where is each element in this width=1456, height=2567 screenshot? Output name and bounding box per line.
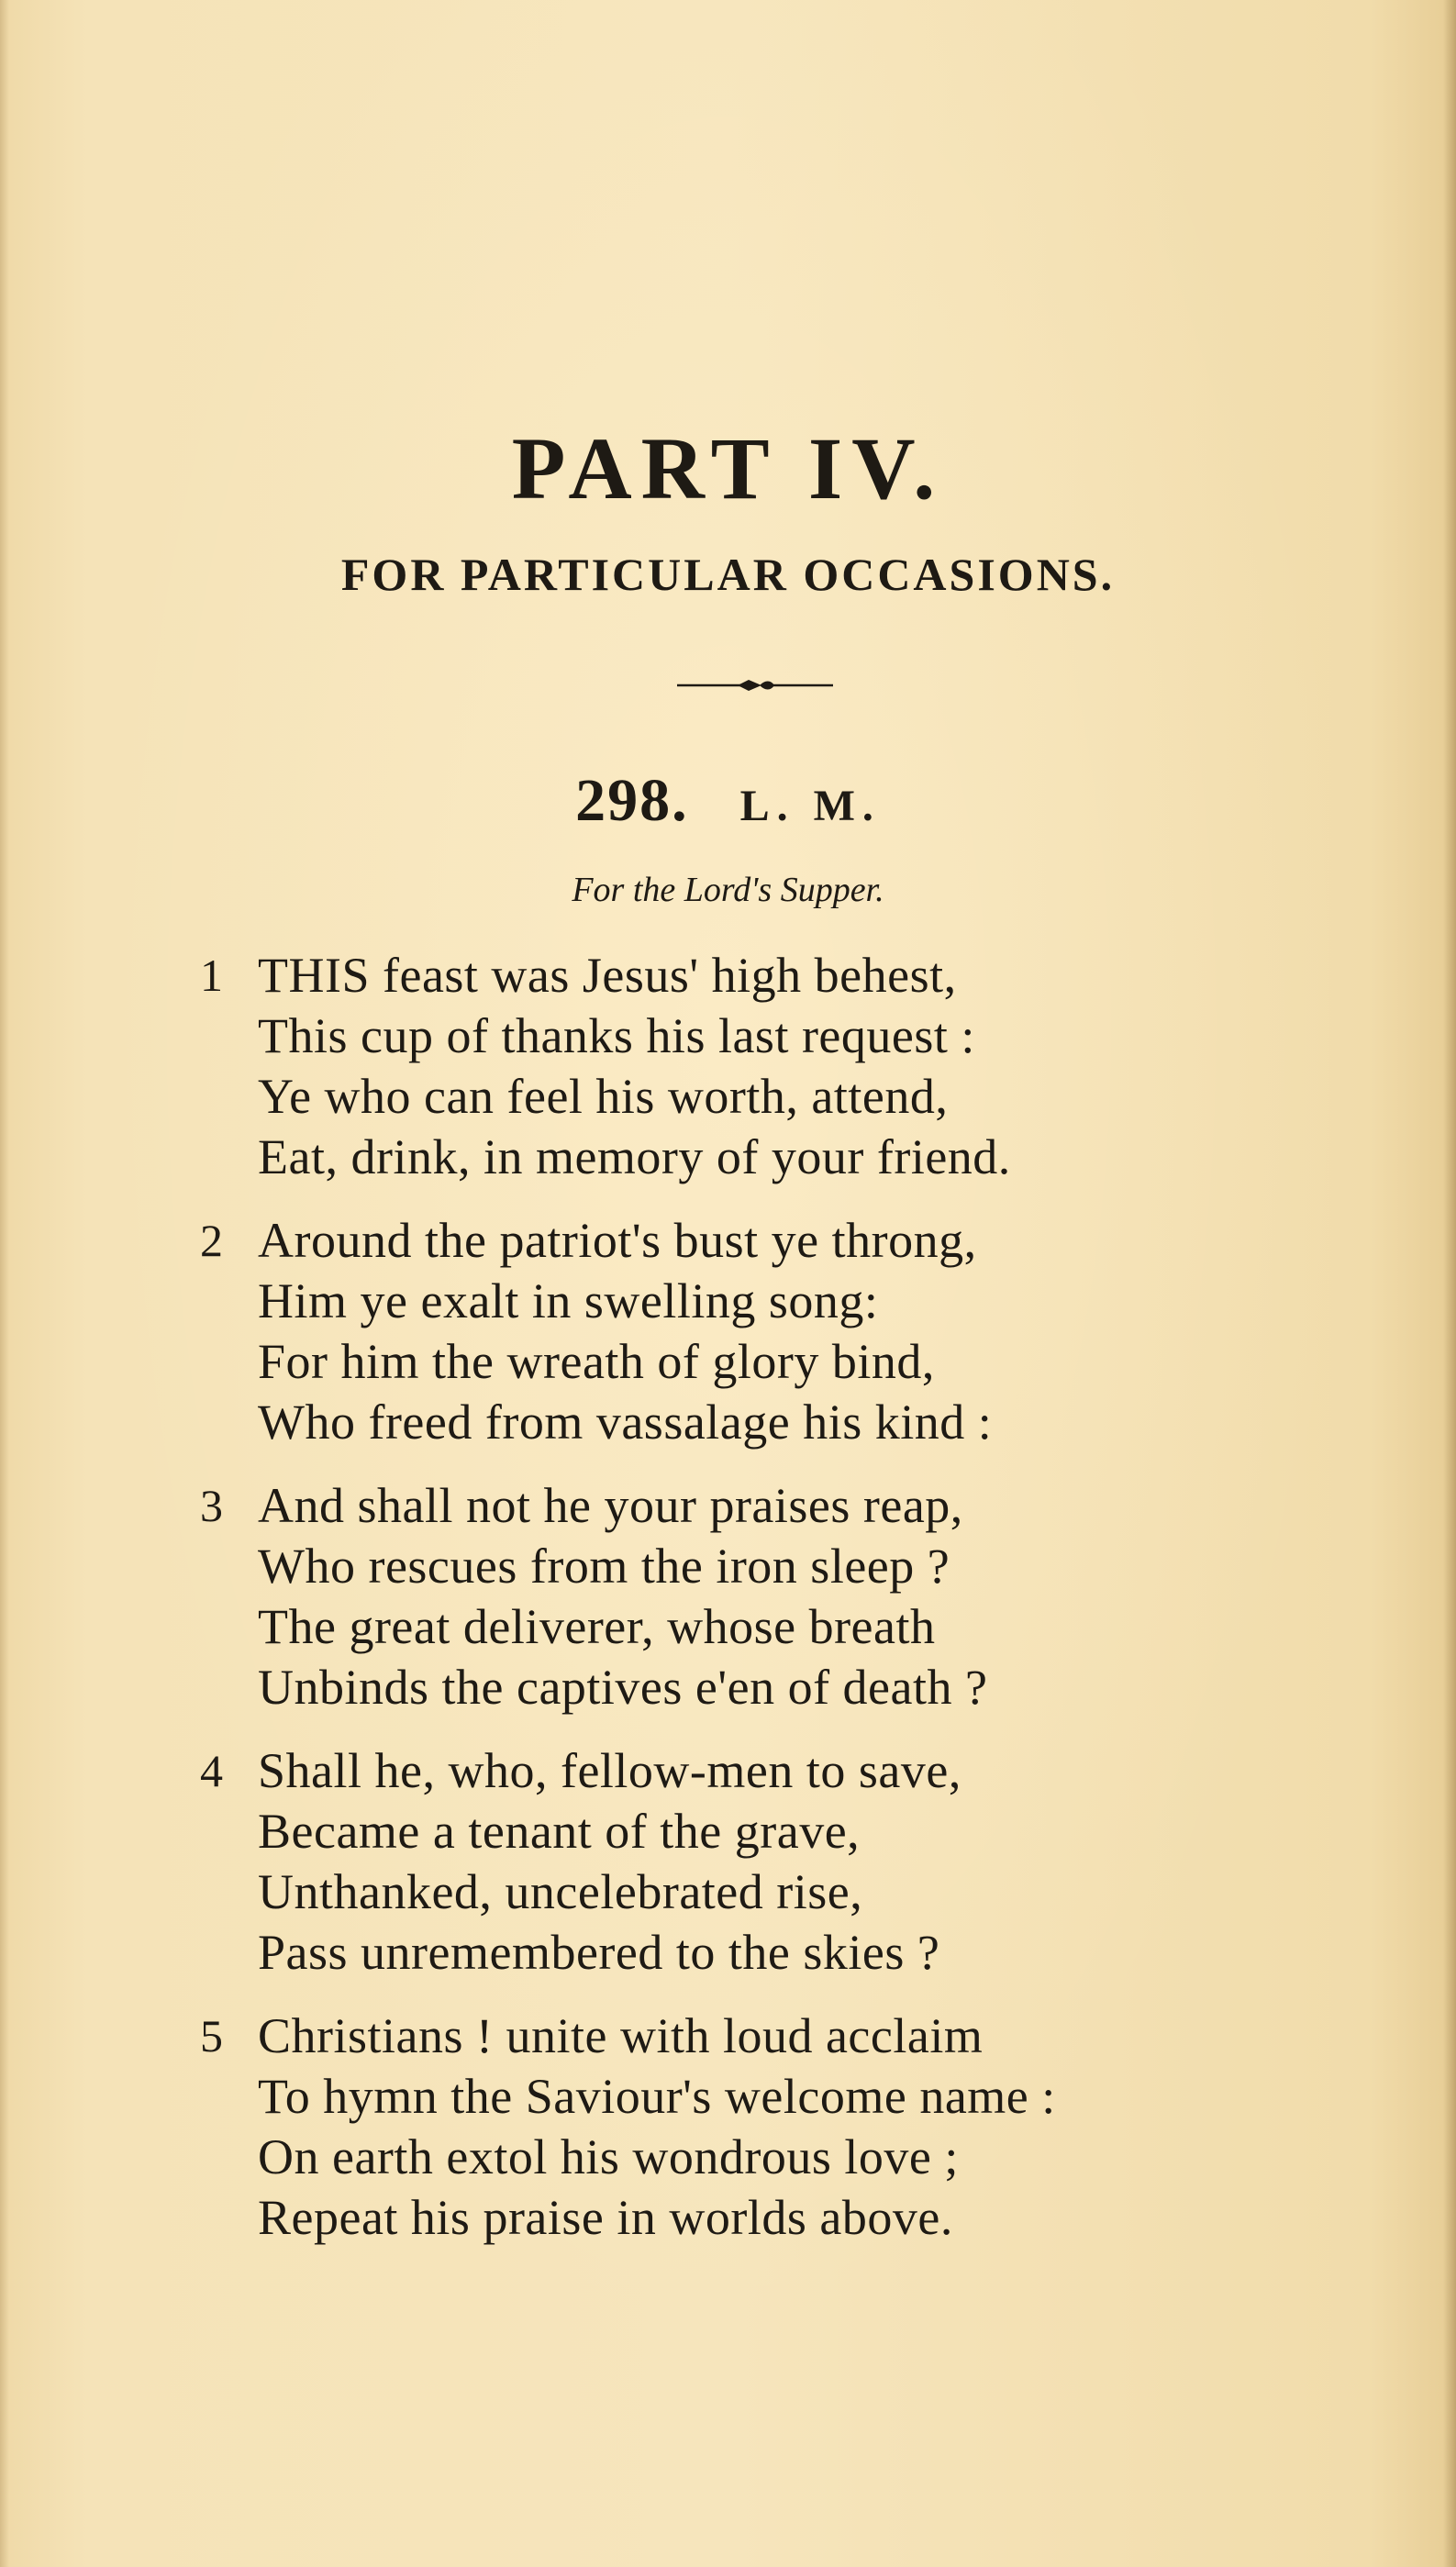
verse-line: And shall not he your praises reap,: [258, 1478, 963, 1533]
verse-line: Unthanked, uncelebrated rise,: [258, 1864, 863, 1919]
verse-line: Him ye exalt in swelling song:: [258, 1273, 879, 1328]
gutter-shadow: [0, 0, 9, 2567]
verse-line: Shall he, who, fellow-men to save,: [258, 1743, 961, 1798]
hymn-number: 298.: [575, 767, 689, 834]
stanza-number: 1: [200, 950, 223, 1001]
hymn-occasion: For the Lord's Supper.: [572, 871, 884, 909]
part-subtitle: FOR PARTICULAR OCCASIONS.: [340, 549, 1116, 600]
verse-line: Who freed from vassalage his kind :: [258, 1395, 993, 1450]
verse-line: Christians ! unite with loud acclaim: [258, 2008, 984, 2063]
verse-line: To hymn the Saviour's welcome name :: [258, 2069, 1056, 2124]
stanza-number: 3: [200, 1480, 223, 1531]
verse-line: Became a tenant of the grave,: [258, 1804, 861, 1859]
verse-line: THIS feast was Jesus' high behest,: [258, 948, 957, 1003]
hymn-heading: [0, 766, 1456, 836]
page-edge-shadow: [1443, 0, 1456, 2567]
stanza-number: 5: [200, 2010, 223, 2061]
verse-line: On earth extol his wondrous love ;: [258, 2129, 959, 2184]
verse-line: Repeat his praise in worlds above.: [258, 2190, 953, 2245]
verse-line: For him the wreath of glory bind,: [258, 1334, 935, 1389]
hymn-meter: L. M.: [739, 782, 881, 830]
verse-line: This cup of thanks his last request :: [258, 1008, 975, 1063]
part-title: PART IV.: [511, 419, 945, 517]
verse-line: Ye who can feel his worth, attend,: [258, 1069, 949, 1124]
ornament-divider-icon: [677, 674, 833, 696]
verse-line: Pass unremembered to the skies ?: [258, 1925, 940, 1980]
verse-line: The great deliverer, whose breath: [258, 1599, 936, 1654]
stanza-number: 4: [200, 1745, 223, 1796]
stanza-number: 2: [200, 1215, 223, 1266]
verse-line: Eat, drink, in memory of your friend.: [258, 1129, 1011, 1184]
verse-line: Who rescues from the iron sleep ?: [258, 1539, 950, 1594]
verse-line: Unbinds the captives e'en of death ?: [258, 1660, 988, 1715]
verse-line: Around the patriot's bust ye throng,: [258, 1213, 977, 1268]
